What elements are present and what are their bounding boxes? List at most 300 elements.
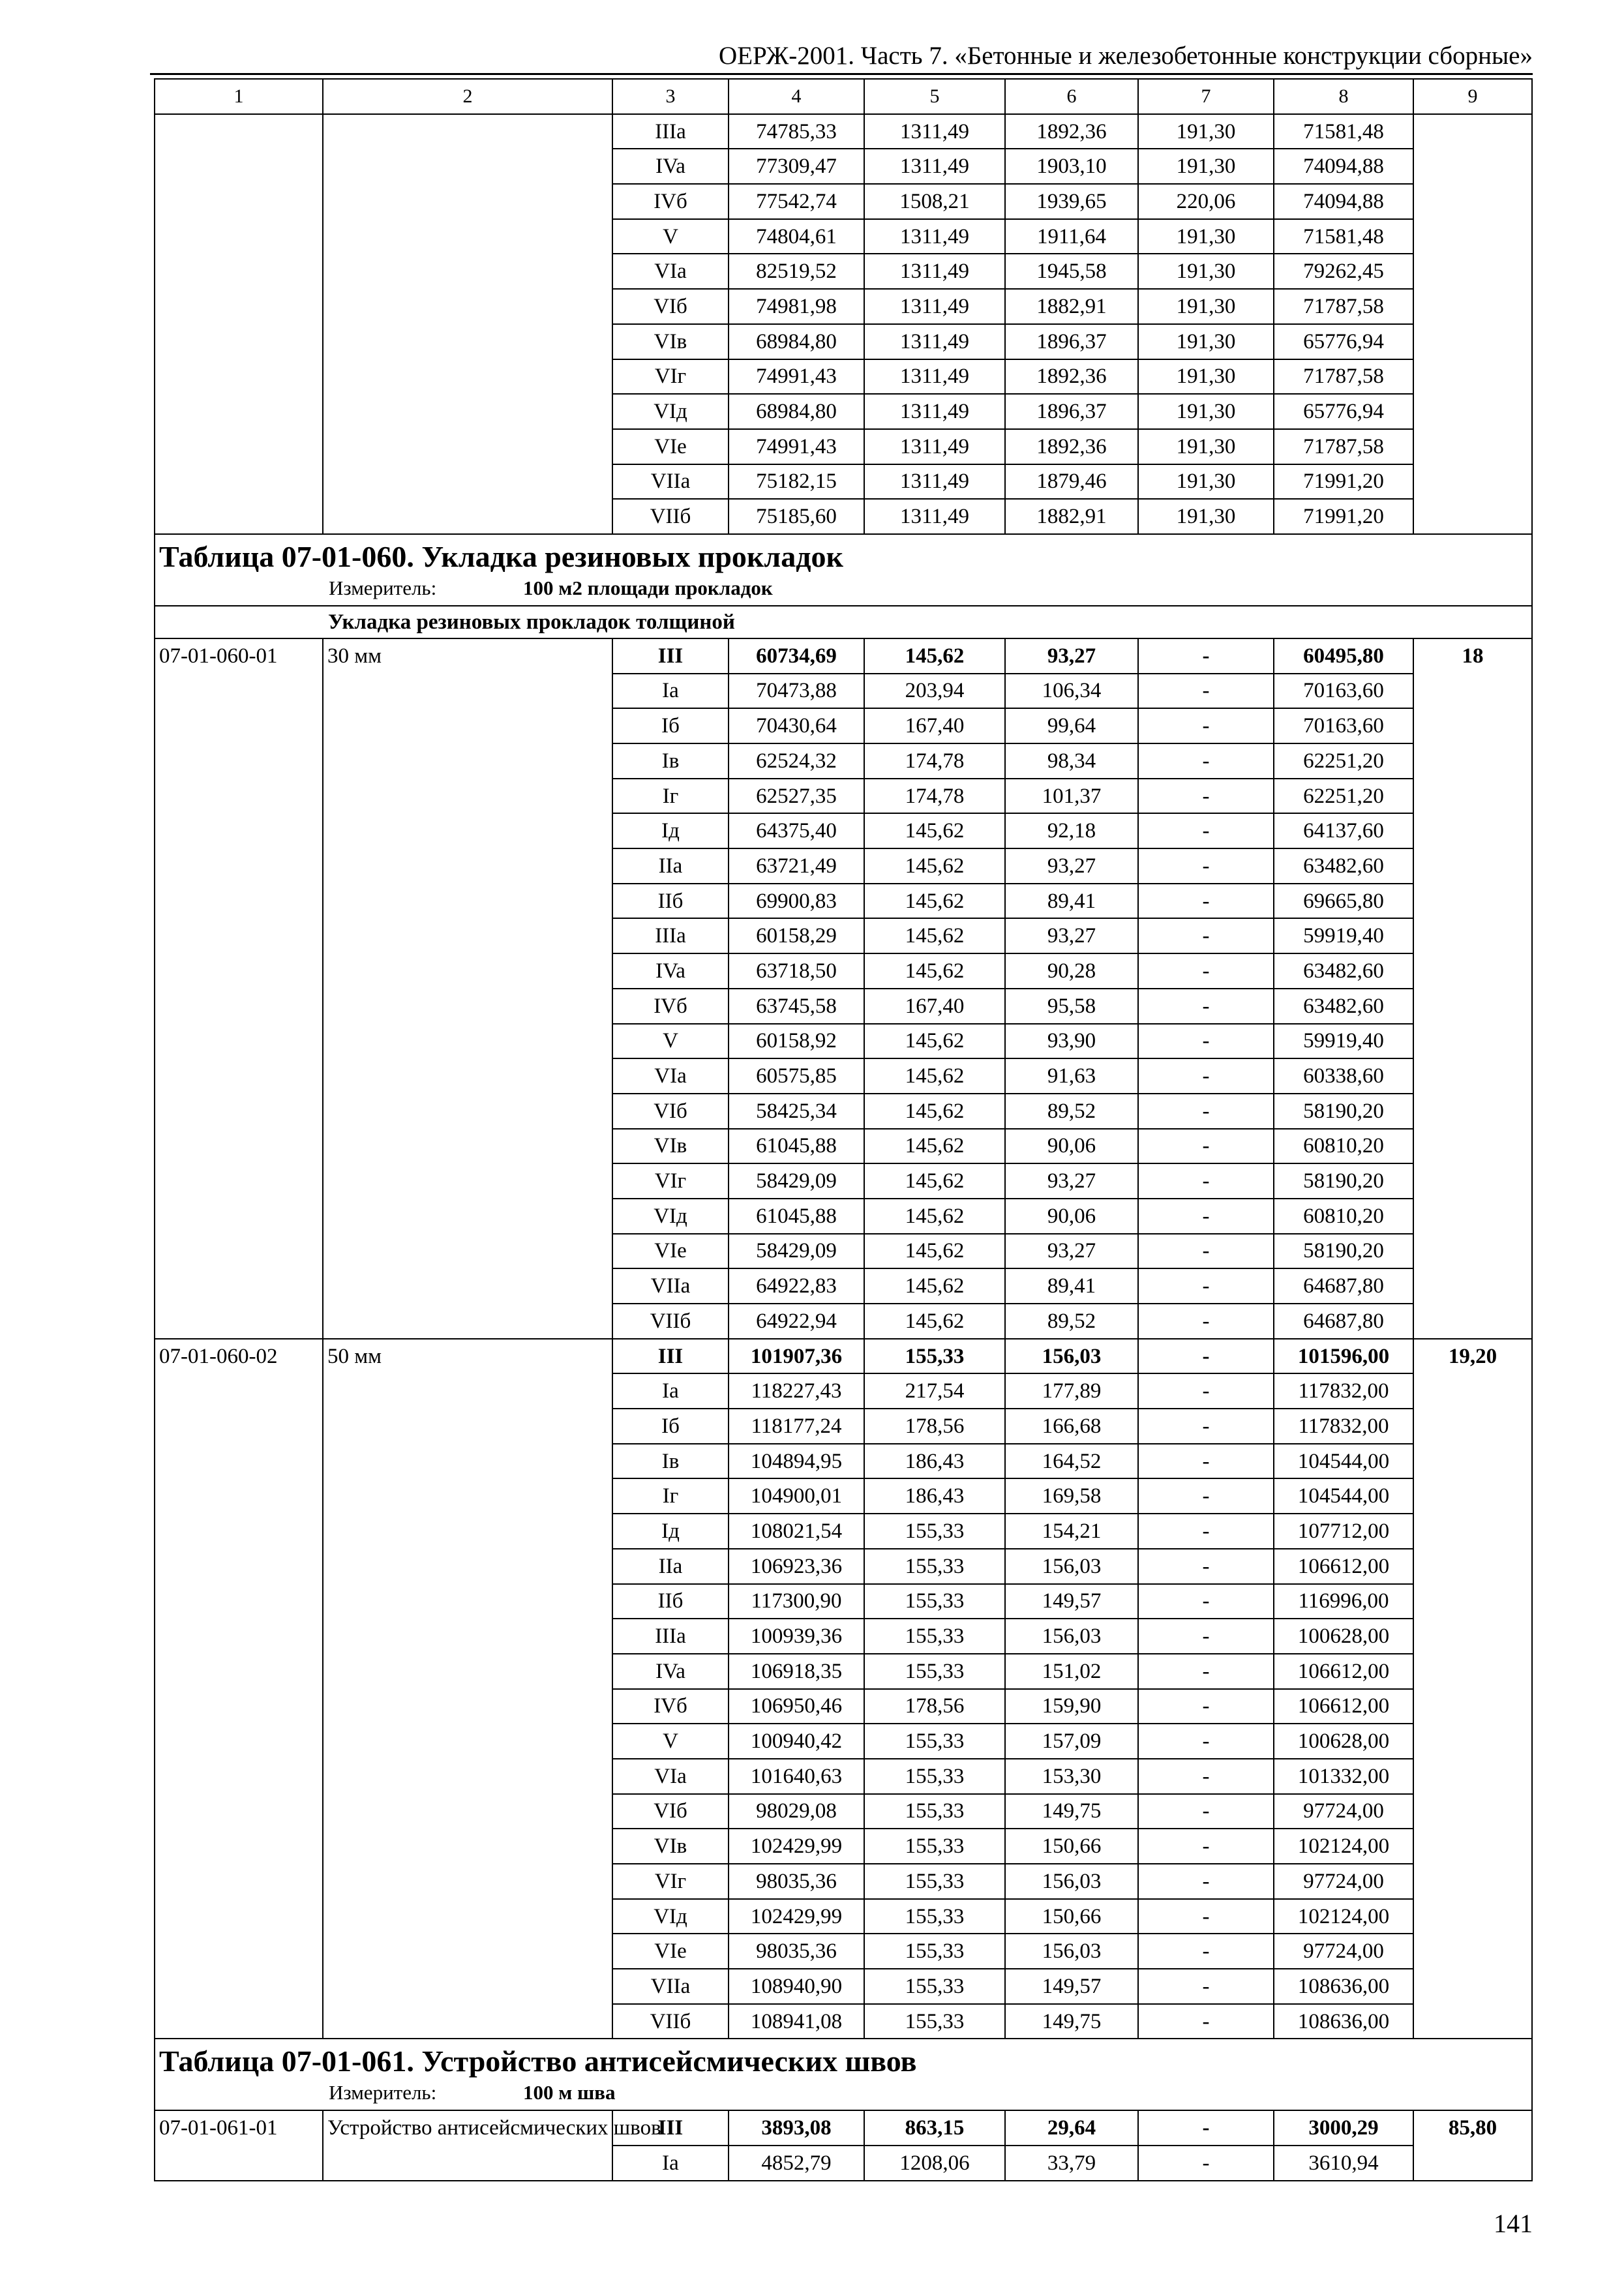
running-header: ОЕРЖ-2001. Часть 7. «Бетонные и железобетонные конструкции сборные» (719, 42, 1533, 70)
machines-cell: 29,64 (1005, 2110, 1138, 2146)
zone-cell: VIe (612, 1234, 729, 1269)
materials-cell: 71991,20 (1274, 499, 1413, 534)
zone-cell: VIa (612, 1759, 729, 1794)
zone-cell: VIг (612, 1163, 729, 1199)
machines-cell: 92,18 (1005, 813, 1138, 848)
machines-cell: 1903,10 (1005, 149, 1138, 184)
total-cost-cell: 69900,83 (729, 884, 864, 919)
total-cost-cell: 118227,43 (729, 1373, 864, 1409)
total-cost-cell: 68984,80 (729, 324, 864, 359)
table-row (155, 114, 1532, 149)
driver-wages-cell: - (1138, 1969, 1274, 2004)
wages-cell: 1311,49 (864, 114, 1005, 149)
machines-cell: 149,75 (1005, 1794, 1138, 1829)
materials-cell: 58190,20 (1274, 1163, 1413, 1199)
measure-value: 100 м шва (523, 2081, 616, 2104)
driver-wages-cell: - (1138, 2110, 1274, 2146)
total-cost-cell: 108021,54 (729, 1514, 864, 1549)
total-cost-cell: 64922,83 (729, 1268, 864, 1304)
machines-cell: 93,27 (1005, 848, 1138, 884)
total-cost-cell: 60575,85 (729, 1058, 864, 1094)
machines-cell: 154,21 (1005, 1514, 1138, 1549)
total-cost-cell: 74785,33 (729, 114, 864, 149)
measure-row (155, 575, 1532, 606)
labor-cell (1413, 114, 1532, 534)
driver-wages-cell: - (1138, 1899, 1274, 1934)
zone-cell: V (612, 219, 729, 254)
machines-cell: 93,27 (1005, 1234, 1138, 1269)
total-cost-cell: 62527,35 (729, 779, 864, 814)
materials-cell: 74094,88 (1274, 149, 1413, 184)
driver-wages-cell: 191,30 (1138, 429, 1274, 464)
zone-cell: VIд (612, 1199, 729, 1234)
zone-cell: VIб (612, 1794, 729, 1829)
zone-cell: Iд (612, 813, 729, 848)
materials-cell: 62251,20 (1274, 779, 1413, 814)
driver-wages-cell: - (1138, 1373, 1274, 1409)
total-cost-cell: 75182,15 (729, 464, 864, 500)
zone-cell: IIa (612, 848, 729, 884)
total-cost-cell: 61045,88 (729, 1199, 864, 1234)
materials-cell: 108636,00 (1274, 1969, 1413, 2004)
total-cost-cell: 108941,08 (729, 2004, 864, 2039)
wages-cell: 155,33 (864, 1934, 1005, 1969)
measure-cell (155, 2080, 1532, 2110)
column-number-cell: 2 (323, 79, 612, 114)
measure-label: Измеритель: (329, 576, 437, 599)
driver-wages-cell: - (1138, 708, 1274, 743)
column-number-cell: 1 (155, 79, 323, 114)
wages-cell: 155,33 (864, 1899, 1005, 1934)
materials-cell: 101332,00 (1274, 1759, 1413, 1794)
wages-cell: 145,62 (864, 1024, 1005, 1059)
wages-cell: 155,33 (864, 1969, 1005, 2004)
total-cost-cell: 63721,49 (729, 848, 864, 884)
zone-cell: VIг (612, 1864, 729, 1899)
driver-wages-cell: - (1138, 1478, 1274, 1514)
total-cost-cell: 62524,32 (729, 743, 864, 779)
total-cost-cell: 61045,88 (729, 1129, 864, 1164)
wages-cell: 1311,49 (864, 219, 1005, 254)
total-cost-cell: 106918,35 (729, 1654, 864, 1689)
driver-wages-cell: 191,30 (1138, 359, 1274, 395)
zone-cell: VIд (612, 1899, 729, 1934)
wages-cell: 186,43 (864, 1478, 1005, 1514)
machines-cell: 149,57 (1005, 1969, 1138, 2004)
materials-cell: 79262,45 (1274, 254, 1413, 289)
machines-cell: 169,58 (1005, 1478, 1138, 1514)
driver-wages-cell: - (1138, 884, 1274, 919)
materials-cell: 108636,00 (1274, 2004, 1413, 2039)
description-cell: Устройство антисейсмических швов (323, 2110, 612, 2180)
wages-cell: 167,40 (864, 708, 1005, 743)
wages-cell: 1311,49 (864, 394, 1005, 429)
total-cost-cell: 101907,36 (729, 1339, 864, 1374)
machines-cell: 150,66 (1005, 1829, 1138, 1864)
page-number: 141 (1494, 2209, 1533, 2238)
machines-cell: 89,41 (1005, 884, 1138, 919)
total-cost-cell: 98035,36 (729, 1934, 864, 1969)
machines-cell: 95,58 (1005, 989, 1138, 1024)
driver-wages-cell: - (1138, 1689, 1274, 1724)
driver-wages-cell: - (1138, 1934, 1274, 1969)
machines-cell: 1882,91 (1005, 499, 1138, 534)
total-cost-cell: 82519,52 (729, 254, 864, 289)
total-cost-cell: 106923,36 (729, 1549, 864, 1584)
wages-cell: 145,62 (864, 1304, 1005, 1339)
zone-cell: IIa (612, 1549, 729, 1584)
zone-cell: IIIa (612, 114, 729, 149)
column-number-cell: 3 (612, 79, 729, 114)
total-cost-cell: 74981,98 (729, 289, 864, 324)
machines-cell: 149,75 (1005, 2004, 1138, 2039)
driver-wages-cell: 191,30 (1138, 254, 1274, 289)
column-number-cell: 9 (1413, 79, 1532, 114)
wages-cell: 1311,49 (864, 499, 1005, 534)
code-cell (155, 114, 323, 534)
driver-wages-cell: 191,30 (1138, 289, 1274, 324)
wages-cell: 145,62 (864, 1199, 1005, 1234)
materials-cell: 97724,00 (1274, 1864, 1413, 1899)
wages-cell: 155,33 (864, 1759, 1005, 1794)
materials-cell: 58190,20 (1274, 1234, 1413, 1269)
total-cost-cell: 58429,09 (729, 1163, 864, 1199)
zone-cell: V (612, 1724, 729, 1759)
materials-cell: 3610,94 (1274, 2146, 1413, 2181)
zone-cell: VIIб (612, 2004, 729, 2039)
column-number-cell: 5 (864, 79, 1005, 114)
subtitle-row (155, 606, 1532, 638)
driver-wages-cell: - (1138, 813, 1274, 848)
wages-cell: 145,62 (864, 638, 1005, 674)
column-number-cell: 7 (1138, 79, 1274, 114)
total-cost-cell: 64375,40 (729, 813, 864, 848)
zone-cell: Ia (612, 674, 729, 709)
machines-cell: 1882,91 (1005, 289, 1138, 324)
materials-cell: 69665,80 (1274, 884, 1413, 919)
machines-cell: 150,66 (1005, 1899, 1138, 1934)
section-title-row (155, 534, 1532, 575)
total-cost-cell: 108940,90 (729, 1969, 864, 2004)
driver-wages-cell: - (1138, 1304, 1274, 1339)
wages-cell: 155,33 (864, 1654, 1005, 1689)
zone-cell: Iд (612, 1514, 729, 1549)
machines-cell: 153,30 (1005, 1759, 1138, 1794)
wages-cell: 167,40 (864, 989, 1005, 1024)
labor-cell: 18 (1413, 638, 1532, 1339)
zone-cell: VIг (612, 359, 729, 395)
materials-cell: 106612,00 (1274, 1654, 1413, 1689)
total-cost-cell: 106950,46 (729, 1689, 864, 1724)
materials-cell: 60495,80 (1274, 638, 1413, 674)
description-cell (323, 114, 612, 534)
machines-cell: 1911,64 (1005, 219, 1138, 254)
machines-cell: 1939,65 (1005, 184, 1138, 219)
zone-cell: VIa (612, 1058, 729, 1094)
wages-cell: 1208,06 (864, 2146, 1005, 2181)
driver-wages-cell: 191,30 (1138, 394, 1274, 429)
driver-wages-cell: - (1138, 1724, 1274, 1759)
machines-cell: 1896,37 (1005, 394, 1138, 429)
zone-cell: VIIa (612, 464, 729, 500)
wages-cell: 178,56 (864, 1409, 1005, 1444)
materials-cell: 117832,00 (1274, 1409, 1413, 1444)
driver-wages-cell: - (1138, 2146, 1274, 2181)
labor-cell: 85,80 (1413, 2110, 1532, 2180)
zone-cell: VIIa (612, 1268, 729, 1304)
table-row (155, 1339, 1532, 1374)
materials-cell: 60810,20 (1274, 1129, 1413, 1164)
labor-cell: 19,20 (1413, 1339, 1532, 2039)
driver-wages-cell: 191,30 (1138, 114, 1274, 149)
driver-wages-cell: - (1138, 1584, 1274, 1619)
machines-cell: 159,90 (1005, 1689, 1138, 1724)
total-cost-cell: 102429,99 (729, 1899, 864, 1934)
driver-wages-cell: - (1138, 1058, 1274, 1094)
total-cost-cell: 74991,43 (729, 359, 864, 395)
column-number-cell: 6 (1005, 79, 1138, 114)
total-cost-cell: 104900,01 (729, 1478, 864, 1514)
zone-cell: VIв (612, 1829, 729, 1864)
machines-cell: 99,64 (1005, 708, 1138, 743)
wages-cell: 186,43 (864, 1444, 1005, 1479)
wages-cell: 155,33 (864, 2004, 1005, 2039)
driver-wages-cell: 191,30 (1138, 149, 1274, 184)
machines-cell: 1892,36 (1005, 429, 1138, 464)
driver-wages-cell: - (1138, 1268, 1274, 1304)
driver-wages-cell: - (1138, 1444, 1274, 1479)
driver-wages-cell: - (1138, 989, 1274, 1024)
machines-cell: 166,68 (1005, 1409, 1138, 1444)
materials-cell: 71581,48 (1274, 114, 1413, 149)
machines-cell: 1892,36 (1005, 359, 1138, 395)
zone-cell: III (612, 2110, 729, 2146)
wages-cell: 1311,49 (864, 254, 1005, 289)
total-cost-cell: 104894,95 (729, 1444, 864, 1479)
wages-cell: 1311,49 (864, 429, 1005, 464)
machines-cell: 177,89 (1005, 1373, 1138, 1409)
zone-cell: Iб (612, 708, 729, 743)
machines-cell: 157,09 (1005, 1724, 1138, 1759)
driver-wages-cell: - (1138, 1759, 1274, 1794)
materials-cell: 65776,94 (1274, 394, 1413, 429)
zone-cell: VIe (612, 1934, 729, 1969)
materials-cell: 117832,00 (1274, 1373, 1413, 1409)
total-cost-cell: 4852,79 (729, 2146, 864, 2181)
table-row (155, 638, 1532, 674)
zone-cell: VIб (612, 289, 729, 324)
machines-cell: 156,03 (1005, 1934, 1138, 1969)
table-row (155, 2110, 1532, 2146)
materials-cell: 116996,00 (1274, 1584, 1413, 1619)
machines-cell: 164,52 (1005, 1444, 1138, 1479)
driver-wages-cell: - (1138, 1129, 1274, 1164)
wages-cell: 155,33 (864, 1829, 1005, 1864)
materials-cell: 71991,20 (1274, 464, 1413, 500)
driver-wages-cell: - (1138, 848, 1274, 884)
materials-cell: 60810,20 (1274, 1199, 1413, 1234)
machines-cell: 89,52 (1005, 1304, 1138, 1339)
wages-cell: 145,62 (864, 884, 1005, 919)
wages-cell: 145,62 (864, 1094, 1005, 1129)
materials-cell: 63482,60 (1274, 848, 1413, 884)
total-cost-cell: 60734,69 (729, 638, 864, 674)
total-cost-cell: 102429,99 (729, 1829, 864, 1864)
wages-cell: 155,33 (864, 1724, 1005, 1759)
driver-wages-cell: - (1138, 1163, 1274, 1199)
wages-cell: 1311,49 (864, 359, 1005, 395)
machines-cell: 1945,58 (1005, 254, 1138, 289)
total-cost-cell: 74804,61 (729, 219, 864, 254)
total-cost-cell: 58425,34 (729, 1094, 864, 1129)
machines-cell: 1892,36 (1005, 114, 1138, 149)
machines-cell: 90,06 (1005, 1129, 1138, 1164)
machines-cell: 101,37 (1005, 779, 1138, 814)
section-title-row (155, 2039, 1532, 2080)
zone-cell: VIIб (612, 499, 729, 534)
zone-cell: IIб (612, 1584, 729, 1619)
zone-cell: III (612, 638, 729, 674)
machines-cell: 91,63 (1005, 1058, 1138, 1094)
wages-cell: 174,78 (864, 779, 1005, 814)
driver-wages-cell: 191,30 (1138, 464, 1274, 500)
materials-cell: 104544,00 (1274, 1444, 1413, 1479)
measure-row (155, 2080, 1532, 2110)
zone-cell: IVб (612, 184, 729, 219)
zone-cell: IVб (612, 989, 729, 1024)
zone-cell: IVa (612, 1654, 729, 1689)
wages-cell: 155,33 (864, 1584, 1005, 1619)
code-cell: 07-01-061-01 (155, 2110, 323, 2180)
driver-wages-cell: 191,30 (1138, 219, 1274, 254)
total-cost-cell: 3893,08 (729, 2110, 864, 2146)
total-cost-cell: 77542,74 (729, 184, 864, 219)
wages-cell: 155,33 (864, 1794, 1005, 1829)
materials-cell: 74094,88 (1274, 184, 1413, 219)
machines-cell: 1879,46 (1005, 464, 1138, 500)
total-cost-cell: 117300,90 (729, 1584, 864, 1619)
wages-cell: 1311,49 (864, 324, 1005, 359)
materials-cell: 62251,20 (1274, 743, 1413, 779)
driver-wages-cell: - (1138, 743, 1274, 779)
zone-cell: Ia (612, 2146, 729, 2181)
wages-cell: 145,62 (864, 1234, 1005, 1269)
total-cost-cell: 70473,88 (729, 674, 864, 709)
driver-wages-cell: - (1138, 1094, 1274, 1129)
materials-cell: 59919,40 (1274, 918, 1413, 953)
zone-cell: VIв (612, 324, 729, 359)
zone-cell: V (612, 1024, 729, 1059)
zone-cell: IVa (612, 953, 729, 989)
driver-wages-cell: - (1138, 1829, 1274, 1864)
driver-wages-cell: - (1138, 1024, 1274, 1059)
materials-cell: 71787,58 (1274, 359, 1413, 395)
driver-wages-cell: - (1138, 1864, 1274, 1899)
total-cost-cell: 64922,94 (729, 1304, 864, 1339)
materials-cell: 107712,00 (1274, 1514, 1413, 1549)
materials-cell: 71787,58 (1274, 289, 1413, 324)
total-cost-cell: 118177,24 (729, 1409, 864, 1444)
machines-cell: 90,06 (1005, 1199, 1138, 1234)
machines-cell: 156,03 (1005, 1619, 1138, 1654)
total-cost-cell: 74991,43 (729, 429, 864, 464)
total-cost-cell: 77309,47 (729, 149, 864, 184)
wages-cell: 145,62 (864, 918, 1005, 953)
machines-cell: 93,27 (1005, 918, 1138, 953)
materials-cell: 97724,00 (1274, 1794, 1413, 1829)
total-cost-cell: 101640,63 (729, 1759, 864, 1794)
wages-cell: 174,78 (864, 743, 1005, 779)
section-title: Таблица 07-01-061. Устройство антисейсмических швов (155, 2039, 1532, 2080)
machines-cell: 149,57 (1005, 1584, 1138, 1619)
driver-wages-cell: - (1138, 953, 1274, 989)
zone-cell: IIIa (612, 1619, 729, 1654)
materials-cell: 59919,40 (1274, 1024, 1413, 1059)
machines-cell: 33,79 (1005, 2146, 1138, 2181)
materials-cell: 58190,20 (1274, 1094, 1413, 1129)
materials-cell: 106612,00 (1274, 1549, 1413, 1584)
wages-cell: 145,62 (864, 1058, 1005, 1094)
materials-cell: 63482,60 (1274, 989, 1413, 1024)
zone-cell: IVa (612, 149, 729, 184)
materials-cell: 70163,60 (1274, 674, 1413, 709)
wages-cell: 155,33 (864, 1549, 1005, 1584)
driver-wages-cell: - (1138, 1619, 1274, 1654)
materials-cell: 64137,60 (1274, 813, 1413, 848)
machines-cell: 156,03 (1005, 1864, 1138, 1899)
zone-cell: VIв (612, 1129, 729, 1164)
machines-cell: 90,28 (1005, 953, 1138, 989)
machines-cell: 1896,37 (1005, 324, 1138, 359)
zone-cell: Iв (612, 743, 729, 779)
total-cost-cell: 100940,42 (729, 1724, 864, 1759)
machines-cell: 89,41 (1005, 1268, 1138, 1304)
materials-cell: 70163,60 (1274, 708, 1413, 743)
driver-wages-cell: - (1138, 1654, 1274, 1689)
materials-cell: 100628,00 (1274, 1619, 1413, 1654)
code-cell: 07-01-060-02 (155, 1339, 323, 2039)
driver-wages-cell: - (1138, 779, 1274, 814)
machines-cell: 106,34 (1005, 674, 1138, 709)
section-subtitle: Укладка резиновых прокладок толщиной (155, 606, 1532, 638)
price-table (154, 78, 1533, 2181)
total-cost-cell: 70430,64 (729, 708, 864, 743)
zone-cell: IVб (612, 1689, 729, 1724)
header-rule (150, 73, 1533, 75)
driver-wages-cell: - (1138, 1794, 1274, 1829)
price-table-body (155, 79, 1532, 2181)
wages-cell: 155,33 (864, 1514, 1005, 1549)
machines-cell: 151,02 (1005, 1654, 1138, 1689)
total-cost-cell: 60158,92 (729, 1024, 864, 1059)
zone-cell: Iб (612, 1409, 729, 1444)
zone-cell: Ia (612, 1373, 729, 1409)
zone-cell: Iг (612, 779, 729, 814)
code-cell: 07-01-060-01 (155, 638, 323, 1339)
column-number-cell: 4 (729, 79, 864, 114)
driver-wages-cell: - (1138, 674, 1274, 709)
wages-cell: 145,62 (864, 848, 1005, 884)
zone-cell: VIд (612, 394, 729, 429)
wages-cell: 145,62 (864, 953, 1005, 989)
total-cost-cell: 63745,58 (729, 989, 864, 1024)
measure-value: 100 м2 площади прокладок (523, 576, 773, 599)
driver-wages-cell: - (1138, 1199, 1274, 1234)
materials-cell: 64687,80 (1274, 1268, 1413, 1304)
description-cell: 50 мм (323, 1339, 612, 2039)
wages-cell: 145,62 (864, 1268, 1005, 1304)
wages-cell: 145,62 (864, 813, 1005, 848)
